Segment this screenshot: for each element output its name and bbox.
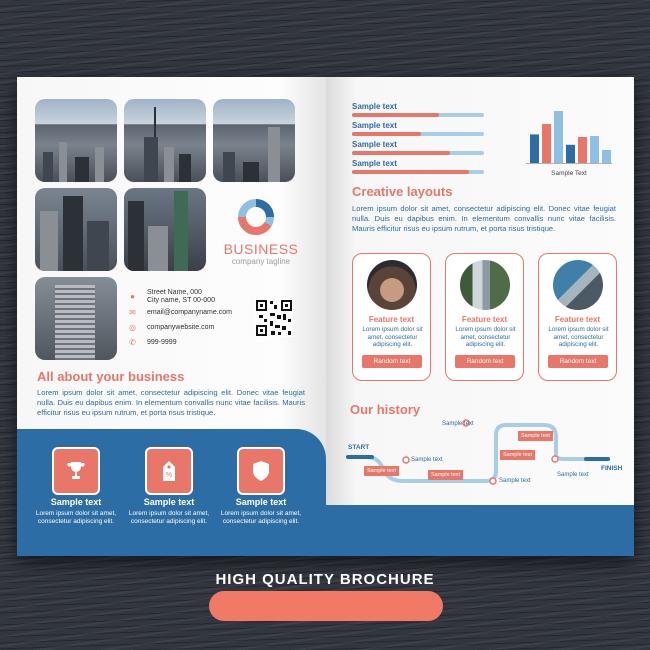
footer-title: HIGH QUALITY BROCHURE: [215, 571, 435, 588]
card-text: Lorem ipsum dolor sit amet, consectetur adipiscing elit.: [362, 326, 423, 349]
city-photo: [35, 277, 117, 360]
card-title: Feature text: [554, 315, 601, 324]
progress-fill: [352, 151, 450, 155]
chart-bar-6: [590, 136, 599, 163]
feature-title: Sample text: [50, 497, 102, 507]
feature-card: [445, 253, 524, 381]
mail-icon: ✉: [129, 308, 136, 317]
progress-bar: [352, 132, 484, 136]
random-text-button[interactable]: Random text: [455, 355, 515, 368]
brand-name: BUSINESS: [223, 241, 299, 257]
feature-text: Lorem ipsum dolor sit amet, consectetur adipiscing elit.: [35, 510, 117, 525]
brochure: [17, 77, 634, 556]
feature-card: [352, 253, 431, 381]
card-text: Lorem ipsum dolor sit amet, consectetur adipiscing elit.: [455, 326, 516, 349]
tower-photo: [553, 260, 603, 310]
footer-pill: [209, 591, 443, 621]
about-paragraph: Lorem ipsum dolor sit amet, consectetur adipiscing elit. Donec vitae feugiat nulla. Duis eu dapibus enim. In elementum convallis nunc vitae facilisis. Mauris efficitur risus eu ipsum rutrum, et porta risus tristique.: [37, 388, 305, 417]
price-tag-icon: [157, 459, 181, 483]
qr-code-icon: [255, 299, 293, 337]
shield-icon: [249, 459, 273, 483]
city-photo: [35, 99, 117, 182]
progress-fill: [352, 113, 439, 117]
brand-tagline: company tagline: [231, 257, 291, 266]
feature-title: Sample text: [235, 497, 287, 507]
location-pin-icon: ●: [130, 292, 135, 301]
phone-icon: ✆: [129, 338, 136, 347]
left-page: [17, 77, 326, 556]
progress-label: Sample text: [352, 121, 397, 130]
random-text-button[interactable]: Random text: [548, 355, 608, 368]
card-title: Feature text: [368, 315, 415, 324]
feature-card: [538, 253, 617, 381]
right-page: [326, 77, 634, 556]
heading-history: Our history: [350, 402, 421, 417]
svg-text:%: %: [165, 472, 173, 479]
website-link[interactable]: companywebsite.com: [147, 324, 215, 331]
timeline-label: Sample text: [442, 421, 474, 427]
progress-fill: [352, 132, 421, 136]
timeline-box: Sample text: [518, 431, 553, 441]
right-blue-band: [326, 505, 634, 556]
progress-fill: [352, 170, 469, 174]
street-photo: [460, 260, 510, 310]
trophy-icon: [64, 459, 88, 483]
feature-tile: [52, 447, 100, 495]
timeline-box: Sample text: [428, 470, 463, 480]
chart-bar-3: [554, 111, 563, 163]
card-text: Lorem ipsum dolor sit amet, consectetur adipiscing elit.: [548, 326, 609, 349]
feature-tile: [237, 447, 285, 495]
city-photo: [124, 188, 206, 271]
feature-title: Sample text: [143, 497, 195, 507]
address-line2: City name, ST 00-000: [147, 297, 215, 304]
chart-bar-4: [566, 145, 575, 163]
card-title: Feature text: [461, 315, 508, 324]
creative-paragraph: Lorem ipsum dolor sit amet, consectetur adipiscing elit. Donec vitae feugiat nulla. Duis eu dapibus enim. In elementum convallis nunc vitae facilisis. Mauris efficitur risus eu ipsum rutrum, et porta risus tristique.: [352, 204, 616, 233]
city-photo: [213, 99, 295, 182]
heading-about: All about your business: [37, 369, 185, 384]
timeline-box: Sample text: [364, 466, 399, 476]
chart-caption: Sample Text: [551, 170, 587, 177]
chart-bar-7: [602, 150, 611, 163]
chart-bar-2: [542, 124, 551, 163]
company-logo-icon: [237, 198, 275, 236]
progress-bar: [352, 113, 484, 117]
address-line1: Street Name, 000: [147, 289, 202, 296]
heading-creative: Creative layouts: [352, 184, 453, 199]
progress-label: Sample text: [352, 140, 397, 149]
timeline-box: Sample text: [500, 450, 535, 460]
progress-label: Sample text: [352, 102, 397, 111]
chart-bar-1: [530, 134, 539, 163]
chart-bar-5: [578, 137, 587, 163]
timeline-start: START: [348, 444, 370, 451]
progress-bar: [352, 170, 484, 174]
timeline-finish: FINISH: [601, 465, 623, 472]
mini-bar-chart: [526, 105, 612, 185]
city-photo: [124, 99, 206, 182]
email-link[interactable]: email@companyname.com: [147, 309, 232, 316]
feature-text: Lorem ipsum dolor sit amet, consectetur adipiscing elit.: [128, 510, 210, 525]
laptop-photo: [367, 260, 417, 310]
globe-icon: ◎: [129, 323, 136, 332]
feature-text: Lorem ipsum dolor sit amet, consectetur adipiscing elit.: [220, 510, 302, 525]
timeline-label: Sample text: [557, 472, 589, 478]
city-photo: [35, 188, 117, 271]
progress-bar: [352, 151, 484, 155]
progress-label: Sample text: [352, 159, 397, 168]
timeline-path: [346, 415, 626, 505]
timeline-label: Sample text: [499, 478, 531, 484]
random-text-button[interactable]: Random text: [362, 355, 422, 368]
timeline-label: Sample text: [411, 457, 443, 463]
feature-tile: [145, 447, 193, 495]
phone-number: 999-9999: [147, 339, 177, 346]
history-timeline: [346, 415, 626, 505]
